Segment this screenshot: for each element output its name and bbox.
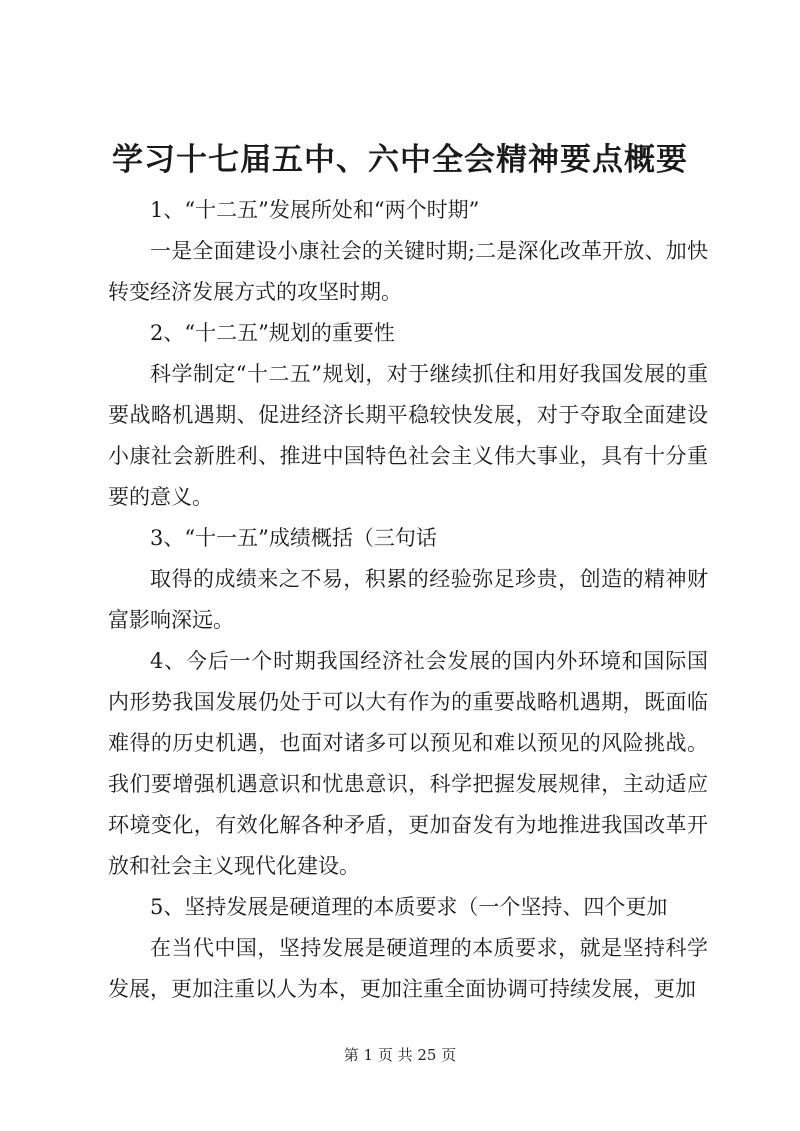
section-5-body: 在当代中国，坚持发展是硬道理的本质要求，就是坚持科学发展，更加注重以人为本，更加注重全面协调可持续发展，更加 — [108, 936, 708, 1001]
section-1-body: 一是全面建设小康社会的关键时期;二是深化改革开放、加快转变经济发展方式的攻坚时期。 — [108, 239, 708, 304]
section-3-heading: 3、“十一五”成绩概括（三句话 — [150, 526, 437, 550]
section-4-paragraph: 4、今后一个时期我国经济社会发展的国内外环境和国际国内形势我国发展仍处于可以大有作为的重要战略机遇期，既面临难得的历史机遇，也面对诸多可以预见和难以预见的风险挑战。我们要增强机遇意识和忧患意识，科学把握发展规律，主动适应环境变化，有效化解各种矛盾，更加奋发有为地推进我国改革开放和社会主义现代化建设。 — [108, 649, 708, 878]
section-5-heading: 5、坚持发展是硬道理的本质要求（一个坚持、四个更加 — [150, 895, 668, 919]
section-2-heading: 2、“十二五”规划的重要性 — [150, 321, 395, 345]
section-3-body: 取得的成绩来之不易，积累的经验弥足珍贵，创造的精神财富影响深远。 — [108, 567, 708, 632]
section-2-body: 科学制定“十二五”规划，对于继续抓住和用好我国发展的重要战略机遇期、促进经济长期平稳较快发展，对于夺取全面建设小康社会新胜利、推进中国特色社会主义伟大事业，具有十分重要的意义。 — [108, 362, 708, 509]
document-content — [108, 190, 708, 1010]
page-footer: 第 1 页 共 25 页 — [343, 1046, 457, 1064]
section-1-heading: 1、“十二五”发展所处和“两个时期” — [150, 198, 480, 222]
document-title: 学习十七届五中、六中全会精神要点概要 — [112, 142, 688, 178]
